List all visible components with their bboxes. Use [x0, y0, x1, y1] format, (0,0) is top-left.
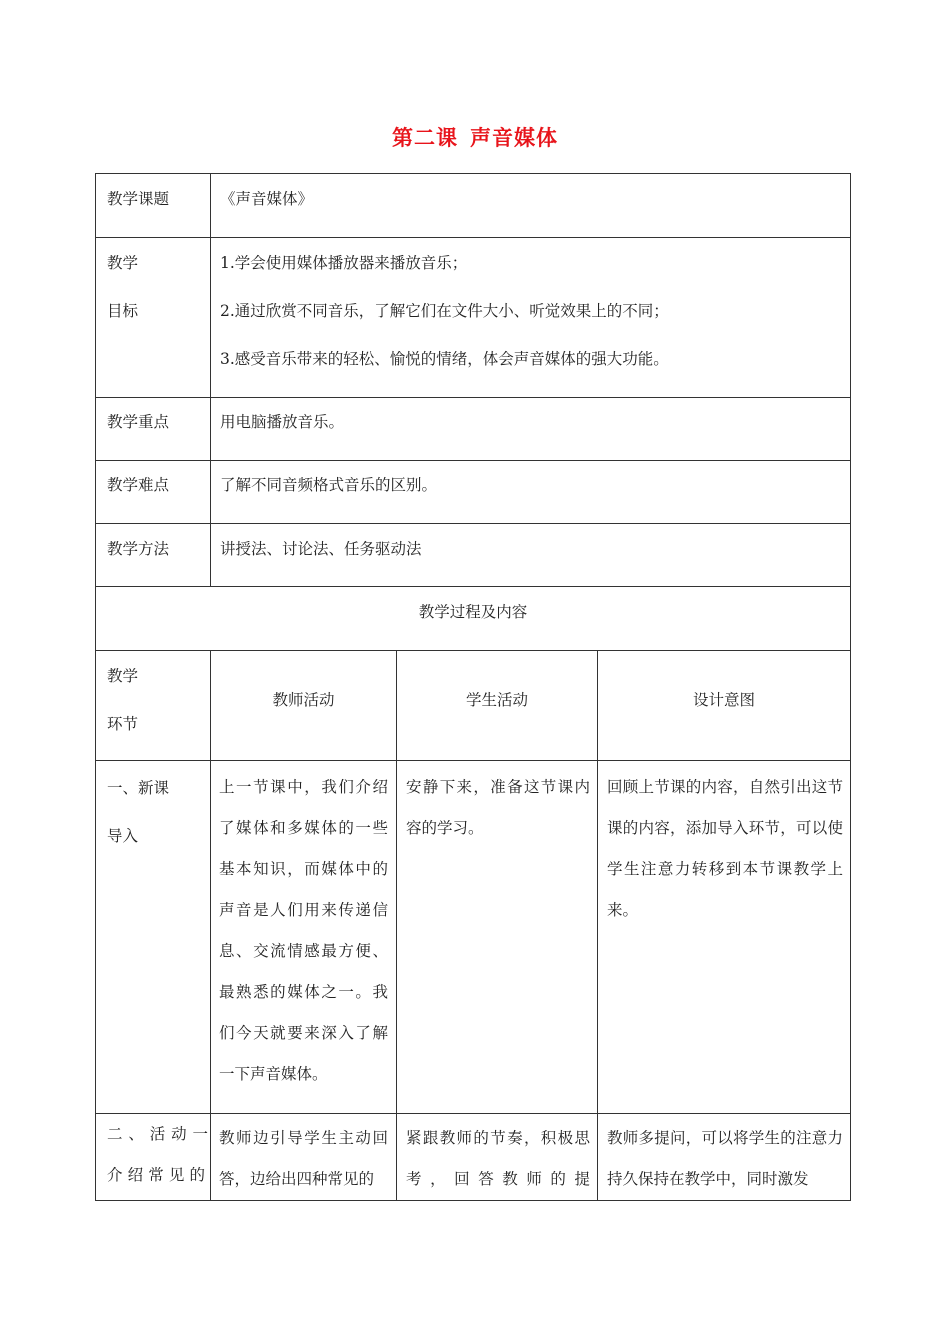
student-activity-2: 紧跟教师的节奏，积极思考，回答教师的提: [406, 1129, 590, 1188]
method-label: 教学方法: [107, 540, 170, 558]
key-point-label: 教学重点: [107, 413, 170, 431]
table-rule: [95, 460, 851, 461]
student-activity-1: 安静下来，准备这节课内容的学习。: [406, 778, 590, 837]
lesson-number: 第二课: [392, 126, 458, 150]
table-rule: [396, 650, 397, 1201]
goal-item: 2.通过欣赏不同音乐，了解它们在文件大小、听觉效果上的不同；: [220, 302, 669, 320]
goal-item: 3.感受音乐带来的轻松、愉悦的情绪，体会声音媒体的强大功能。: [220, 350, 669, 368]
table-border-bottom: [95, 1200, 851, 1201]
table-rule: [95, 586, 851, 587]
header-stage-line2: 环节: [107, 715, 139, 733]
table-border-left: [95, 173, 96, 1201]
topic-label: 教学课题: [107, 190, 170, 208]
table-border-right: [850, 173, 851, 1201]
table-rule: [95, 397, 851, 398]
table-rule: [210, 650, 211, 1201]
table-rule: [597, 650, 598, 1201]
stage-2-line1: 二、活动一: [107, 1125, 208, 1143]
method-value: 讲授法、讨论法、任务驱动法: [220, 540, 422, 558]
header-teacher: 教师活动: [272, 691, 335, 709]
teacher-activity-2: 教师边引导学生主动回答，边给出四种常见的: [219, 1129, 388, 1188]
stage-2-line2: 介绍常见的: [107, 1166, 205, 1184]
process-heading: 教学过程及内容: [418, 603, 528, 621]
stage-2: [96, 1114, 210, 1200]
goal-item: 1.学会使用媒体播放器来播放音乐；: [220, 254, 468, 272]
table-rule: [95, 650, 851, 651]
header-stage-line1: 教学: [107, 667, 139, 685]
header-design: 设计意图: [692, 691, 755, 709]
page-title: [0, 122, 950, 152]
difficulty-value: 了解不同音频格式音乐的区别。: [220, 476, 438, 494]
table-rule: [95, 523, 851, 524]
teacher-activity-1: 上一节课中，我们介绍了媒体和多媒体的一些基本知识，而媒体中的声音是人们用来传递信息、交流情感最方便、最熟悉的媒体之一。我们今天就要来深入了解一下声音媒体。: [219, 778, 388, 1083]
table-rule: [95, 760, 851, 761]
table-rule: [210, 173, 211, 587]
table-border-top: [95, 173, 851, 174]
design-intent-2: 教师多提问，可以将学生的注意力持久保持在教学中，同时激发: [607, 1129, 843, 1188]
goals-label-line1: 教学: [107, 254, 139, 272]
stage-1-line1: 一、新课: [107, 779, 170, 797]
stage-1-line2: 导入: [107, 827, 139, 845]
header-student: 学生活动: [465, 691, 528, 709]
key-point-value: 用电脑播放音乐。: [220, 413, 345, 431]
lesson-name: 声音媒体: [470, 126, 558, 150]
goals-label-line2: 目标: [107, 302, 139, 320]
table-rule: [95, 237, 851, 238]
design-intent-1: 回顾上节课的内容，自然引出这节课的内容，添加导入环节，可以使学生注意力转移到本节课教学上来。: [607, 778, 843, 919]
topic-value: 《声音媒体》: [220, 190, 314, 208]
difficulty-label: 教学难点: [107, 476, 170, 494]
